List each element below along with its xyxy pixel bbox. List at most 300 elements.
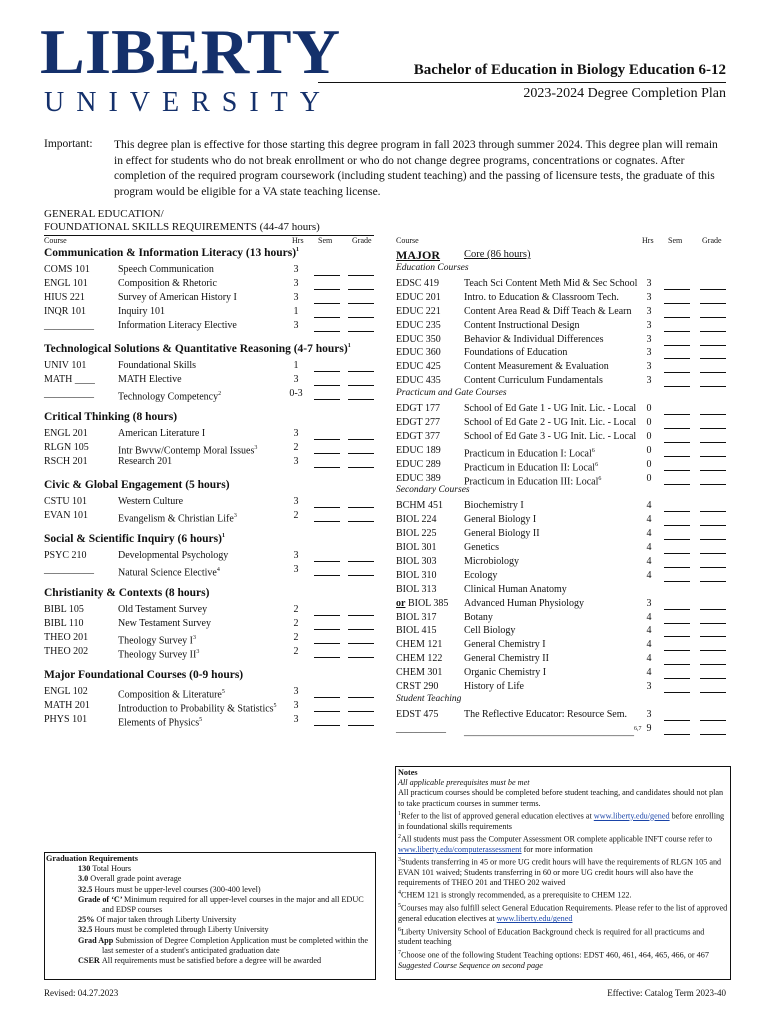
semester-field[interactable] [664,335,690,346]
footer-effective: Effective: Catalog Term 2023-40 [607,988,726,998]
note-item: All applicable prerequisites must be met [398,778,530,788]
course-hours: 2 [293,604,299,615]
semester-field[interactable] [314,307,340,318]
footnote-ref: 5 [273,703,277,709]
course-hours: 0 [646,458,652,470]
course-hours: 3 [646,333,652,345]
note-item: $^1$Refer to the list of approved general education electives at www.liberty.edu/gened before enrolling in foundational skills requirements [398,810,725,831]
course-code: BIOL 301 [396,542,437,553]
course-hours: 0-3 [289,388,303,399]
grade-field[interactable] [348,497,374,508]
note-item: Suggested Course Sequence on second page [398,960,543,970]
course-code: THEO 201 [44,632,89,643]
course-code: EVAN 101 [44,510,88,521]
grade-field[interactable] [700,335,726,346]
course-code: BCHM 451 [396,500,443,512]
semester-field[interactable] [664,348,690,359]
footnote-ref: 6 [591,447,595,454]
course-name: Teach Sci Content Meth Mid & Sec School [464,277,638,289]
footnote-ref: 1 [296,247,300,254]
semester-field[interactable] [314,375,340,386]
semester-field[interactable] [314,457,340,468]
course-name: General Biology II [464,528,540,540]
course-code: EDUC 360 [396,347,441,359]
grade-field[interactable] [700,557,726,568]
footnote-ref: 5 [221,689,225,695]
grad-requirement: 25% Of major taken through Liberty University [78,915,237,925]
course-code: EDST 475 [396,708,439,720]
course-name: Evangelism & Christian Life$^3$ [118,513,237,525]
course-code: BIOL 310 [396,569,437,581]
semester-field[interactable] [664,515,690,526]
course-hours: 9 [646,722,652,734]
course-name: Developmental Psychology [118,550,229,561]
grade-field[interactable] [700,432,726,443]
notes [398,768,728,971]
course-hours: 4 [646,611,652,623]
course-code: BIOL 224 [396,514,437,526]
course-name: The Reflective Educator: Resource Sem. [464,708,627,720]
semester-field[interactable] [664,432,690,443]
course-code: BIOL 415 [396,625,437,637]
grade-field[interactable] [348,687,374,698]
course-name: Cell Biology [464,625,516,637]
footnote-ref: 3 [254,445,258,451]
course-hours: 3 [293,374,299,385]
course-code: BIOL 317 [396,611,437,623]
grade-field[interactable] [348,605,374,616]
semester-field[interactable] [314,361,340,372]
gen-ed-section-title: Major Foundational Courses (0-9 hours) [44,669,244,681]
course-hours: 3 [293,292,299,303]
course-code: EDUC 435 [396,375,441,387]
grade-field[interactable] [700,626,726,637]
semester-field[interactable] [664,501,690,512]
semester-field[interactable] [314,497,340,508]
course-code: ENGL 101 [44,278,88,289]
grade-field[interactable] [700,321,726,332]
semester-field[interactable] [664,321,690,332]
course-code: EDUC 201 [396,291,441,303]
semester-field[interactable] [664,640,690,651]
col-hrs-left: Hrs [292,236,304,245]
major-category: Secondary Courses [396,485,470,496]
course-name: Elements of Physics$^5$ [118,717,203,729]
semester-field[interactable] [314,511,340,522]
grade-field[interactable] [700,418,726,429]
course-name: Content Curriculum Fundamentals [464,375,603,387]
course-name: New Testament Survey [118,618,211,629]
grad-requirement: 32.5 Hours must be completed through Liberty University [78,925,269,935]
semester-field[interactable] [314,619,340,630]
course-code: EDUC 425 [396,361,441,373]
course-hours: 4 [646,528,652,540]
course-hours: 4 [646,542,652,553]
semester-field[interactable] [664,571,690,582]
logo-university: UNIVERSITY [44,87,332,118]
course-code: BIOL 303 [396,555,437,567]
course-hours: 2 [293,510,299,521]
semester-field[interactable] [314,321,340,332]
course-name: __________________________________$^{6,7}$ [464,725,642,738]
footnote-ref: 6 [595,461,599,468]
grade-field[interactable] [700,613,726,624]
course-code: CHEM 121 [396,639,443,651]
course-code: EDUC 235 [396,319,441,331]
footnote-ref: 4 [216,567,220,573]
grade-field[interactable] [700,474,726,485]
course-hours: 3 [293,278,299,289]
course-hours: 0 [646,416,652,428]
course-hours: 3 [646,681,652,692]
course-code: UNIV 101 [44,360,87,371]
course-hours: 3 [646,361,652,373]
grade-field[interactable] [700,654,726,665]
course-name: Introduction to Probability & Statistics$^5$ [118,703,277,715]
course-name: General Chemistry I [464,639,546,651]
course-hours: 1 [293,306,299,317]
course-name: Genetics [464,542,499,553]
course-hours: 0 [646,444,652,456]
course-hours: 3 [646,291,652,303]
course-hours: 2 [293,618,299,629]
note-item: $^2$All students must pass the Computer Assessment OR complete applicable INFT course refer to www.liberty.edu/computerassessment for more information [398,833,713,854]
course-code: MATH 201 [44,700,90,711]
grade-field[interactable] [348,321,374,332]
course-code: EDGT 277 [396,416,440,428]
course-name: History of Life [464,681,524,692]
grade-field[interactable] [348,715,374,726]
course-code: EDUC 389 [396,472,441,484]
grade-field[interactable] [700,529,726,540]
course-code: __________ [44,564,94,575]
semester-field[interactable] [314,279,340,290]
grade-field[interactable] [348,619,374,630]
note-link[interactable]: www.liberty.edu/gened [593,811,670,821]
course-name: School of Ed Gate 3 - UG Init. Lic. - Local [464,430,637,442]
logo-liberty: LIBERTY [40,16,341,87]
semester-field[interactable] [664,724,690,735]
grade-field[interactable] [700,724,726,735]
grade-field[interactable] [700,543,726,554]
grade-field[interactable] [700,293,726,304]
gen-ed-section-title: Civic & Global Engagement (5 hours) [44,479,230,491]
semester-field[interactable] [664,529,690,540]
grade-field[interactable] [700,460,726,471]
semester-field[interactable] [314,565,340,576]
course-name: Microbiology [464,555,519,567]
semester-field[interactable] [314,389,340,400]
course-hours: 0 [646,430,652,442]
gen-ed-section-title: Communication & Information Literacy (13 hours)$^1$ [44,247,300,259]
course-hours: 4 [646,639,652,651]
grad-requirement: Grad App Submission of Degree Completion Application must be completed within the last semester of a student's anticipated graduation date [78,935,368,955]
course-code: PHYS 101 [44,714,88,725]
grade-field[interactable] [700,446,726,457]
gen-ed-section-title: Technological Solutions & Quantitative Reasoning (4-7 hours)$^1$ [44,343,351,355]
footer-revised: Revised: 04.27.2023 [44,988,119,998]
course-hours: 2 [293,646,299,657]
grade-field[interactable] [700,279,726,290]
course-code: EDUC 289 [396,458,441,470]
grade-field[interactable] [348,389,374,400]
course-hours: 3 [293,564,299,575]
course-name: Natural Science Elective$^4$ [118,567,220,579]
grade-field[interactable] [348,429,374,440]
semester-field[interactable] [664,279,690,290]
semester-field[interactable] [664,293,690,304]
gen-ed-heading-2: FOUNDATIONAL SKILLS REQUIREMENTS (44-47 hours) [44,221,320,233]
semester-field[interactable] [664,404,690,415]
col-sem-left: Sem [318,236,333,245]
semester-field[interactable] [664,460,690,471]
course-name: Advanced Human Physiology [464,597,584,609]
grade-field[interactable] [348,647,374,658]
grad-requirement: 32.5 Hours must be upper-level courses (300-400 level) [78,884,261,894]
semester-field[interactable] [314,701,340,712]
course-code: BIBL 110 [44,618,84,629]
course-name: Research 201 [118,456,173,467]
course-hours: 0 [646,472,652,484]
note-link[interactable]: www.liberty.edu/gened [496,914,573,924]
course-name: Practicum in Education I: Local$^6$ [464,447,595,460]
course-hours: 3 [293,714,299,725]
page-subtitle: 2023-2024 Degree Completion Plan [523,86,726,101]
course-hours: 4 [646,667,652,679]
semester-field[interactable] [664,626,690,637]
col-course-right: Course [396,236,419,245]
semester-field[interactable] [664,543,690,554]
footnote-ref: 6 [598,475,602,482]
course-hours: 4 [646,500,652,512]
grad-requirement: 130 Total Hours [78,864,132,874]
course-hours: 3 [646,319,652,331]
grade-field[interactable] [348,565,374,576]
grade-field[interactable] [348,443,374,454]
course-hours: 2 [293,442,299,453]
major-category: Student Teaching [396,693,462,704]
important-text: This degree plan is effective for those starting this degree program in fall 2023 through summer 2024. This degree plan will remain in effect for students who do not break enrollment or who do not change degree programs, concentrations or cognates. After completion of the required program coursework (including student teaching) and the passing of licensure tests, the graduate of this program would be eligible for a VA state teaching license. [114,139,718,198]
course-name: Practicum in Education III: Local$^6$ [464,475,602,487]
grade-field[interactable] [348,701,374,712]
course-code: EDUC 189 [396,444,441,456]
semester-field[interactable] [664,418,690,429]
course-hours: 3 [293,320,299,331]
course-name: Intr Bwvw/Contemp Moral Issues$^3$ [118,445,258,457]
course-name: Theology Survey $II^3$ [118,649,200,661]
grade-field[interactable] [348,551,374,562]
gen-ed-section-title: Social & Scientific Inquiry (6 hours)$^1$ [44,533,225,545]
course-hours: 4 [646,569,652,581]
semester-field[interactable] [314,633,340,644]
course-name: Content Area Read & Diff Teach & Learn [464,305,632,317]
semester-field[interactable] [664,557,690,568]
grade-field[interactable] [700,682,726,693]
course-code: EDGT 377 [396,430,440,442]
course-name: Technology Competency$^2$ [118,391,222,403]
semester-field[interactable] [314,715,340,726]
major-label: MAJOR [396,248,440,262]
semester-field[interactable] [664,710,690,721]
gen-ed-section-title: Critical Thinking (8 hours) [44,411,178,423]
course-code: MATH ____ [44,374,95,385]
course-hours: 3 [293,264,299,275]
note-item: All practicum courses should be completed before student teaching, and candidates should not plan to take practicum courses in summer terms. [398,788,724,808]
grade-field[interactable] [700,710,726,721]
course-name: Organic Chemistry I [464,667,547,679]
semester-field[interactable] [314,429,340,440]
grade-field[interactable] [700,501,726,512]
semester-field[interactable] [664,376,690,387]
course-hours: 3 [293,700,299,711]
footnote-ref: 2 [218,391,222,397]
course-name: General Biology I [464,514,537,526]
course-hours: 4 [646,514,652,526]
course-code: EDGT 177 [396,403,440,414]
course-hours: 3 [293,428,299,439]
course-name: Theology Survey $I^3$ [118,635,196,647]
semester-field[interactable] [664,446,690,457]
semester-field[interactable] [664,599,690,610]
note-link[interactable]: www.liberty.edu/computerassessment [398,844,522,854]
course-name: Biochemistry I [464,500,524,512]
course-hours: 3 [293,686,299,697]
semester-field[interactable] [314,605,340,616]
course-code: CHEM 122 [396,653,443,665]
grade-field[interactable] [348,265,374,276]
grade-field[interactable] [700,571,726,582]
course-code: __________ [396,722,446,734]
course-code: CRST 290 [396,681,439,692]
footnote-ref: 3 [233,513,237,519]
footnote-ref: 5 [199,717,203,723]
semester-field[interactable] [664,668,690,679]
course-hours: 1 [293,360,299,371]
course-name: Behavior & Individual Differences [464,333,604,345]
grade-field[interactable] [700,640,726,651]
course-hours: 3 [646,375,652,387]
grade-field[interactable] [700,515,726,526]
title-divider [318,82,726,83]
semester-field[interactable] [314,551,340,562]
semester-field[interactable] [664,654,690,665]
note-item: $^4$CHEM 121 is strongly recommended, as a prerequisite to CHEM 122. [398,890,632,901]
course-hours: 3 [646,708,652,720]
semester-field[interactable] [664,362,690,373]
course-code: EDUC 221 [396,305,441,317]
grad-requirement: CSER All requirements must be satisfied before a degree will be awarded [78,956,322,966]
grade-field[interactable] [348,279,374,290]
course-name: General Chemistry II [464,653,549,665]
course-code: EDUC 350 [396,333,441,345]
grade-field[interactable] [348,633,374,644]
course-name: Botany [464,611,493,623]
course-hours [642,583,656,597]
course-code: RLGN 105 [44,442,89,453]
course-name: Composition & Literature$^5$ [118,689,225,701]
course-name: Information Literacy Elective [118,320,237,331]
major-category: Practicum and Gate Courses [396,388,507,399]
course-hours: 3 [293,496,299,507]
grade-field[interactable] [700,376,726,387]
course-code: INQR 101 [44,306,86,317]
course-hours: 3 [646,277,652,289]
grade-field[interactable] [700,348,726,359]
grade-field[interactable] [348,307,374,318]
course-code: or BIOL 385 [396,597,449,609]
semester-field[interactable] [314,293,340,304]
grad-requirements [46,854,374,966]
note-item: $^3$Students transferring in 45 or more UG credit hours will have the requirements of RLGN 105 and EVAN 101 waived; Students transferring in 60 or more UG credit hours will also have the requirements of THEO 201 and THEO 202 waived [398,857,722,888]
semester-field[interactable] [314,265,340,276]
semester-field[interactable] [314,687,340,698]
course-name: Speech Communication [118,264,214,275]
course-name: MATH Elective [118,374,182,385]
grade-field[interactable] [348,511,374,522]
grade-field[interactable] [348,361,374,372]
grade-field[interactable] [348,293,374,304]
footnote-ref: 3 [193,635,196,641]
grade-field[interactable] [700,362,726,373]
course-code: BIOL 225 [396,528,437,540]
course-name: Western Culture [118,496,184,507]
course-name: American Literature I [118,428,206,439]
course-code: BIBL 105 [44,604,84,615]
important-label: Important: [44,138,93,150]
course-code: COMS 101 [44,264,90,275]
note-item: $^6$Liberty University School of Education Background check is required for all practicums and student teaching [398,926,705,947]
note-item: $^7$Choose one of the following Student Teaching options: EDST 460, 461, 464, 465, 466, or 467 [398,949,709,960]
grade-field[interactable] [700,668,726,679]
grade-field[interactable] [348,457,374,468]
grade-field[interactable] [700,404,726,415]
course-name: Ecology [464,569,498,581]
footnote-ref: 1 [221,533,225,540]
page-title: Bachelor of Education in Biology Education 6-12 [413,62,726,78]
course-code: __________ [44,320,94,331]
course-code: RSCH 201 [44,456,88,467]
course-hours: 3 [646,305,652,317]
col-hrs-right: Hrs [642,236,654,245]
course-hours: 4 [646,555,652,567]
semester-field[interactable] [314,647,340,658]
semester-field[interactable] [664,613,690,624]
course-hours: 0 [646,403,652,414]
grade-field[interactable] [348,375,374,386]
course-name: Foundational Skills [118,360,197,371]
course-code: __________ [44,388,94,399]
grade-field[interactable] [700,599,726,610]
course-code: CHEM 301 [396,667,443,679]
semester-field[interactable] [664,307,690,318]
course-hours: 3 [293,456,299,467]
grade-field[interactable] [700,307,726,318]
course-hours: 4 [646,653,652,665]
course-name: Foundations of Education [464,347,568,359]
course-code: HIUS 221 [44,292,85,303]
notes-title: Notes [398,768,418,777]
course-code: THEO 202 [44,646,89,657]
course-code: ENGL 201 [44,428,88,439]
semester-field[interactable] [664,682,690,693]
semester-field[interactable] [314,443,340,454]
grad-requirement: Grade of ‘C’ Minimum required for all upper-level courses in the major and all EDUC and EDSP courses [78,894,364,915]
course-name: Old Testament Survey [118,604,208,615]
course-name: Clinical Human Anatomy [464,583,567,595]
semester-field[interactable] [664,474,690,485]
course-name: Survey of American History I [118,292,237,303]
course-name: Content Instructional Design [464,319,580,331]
